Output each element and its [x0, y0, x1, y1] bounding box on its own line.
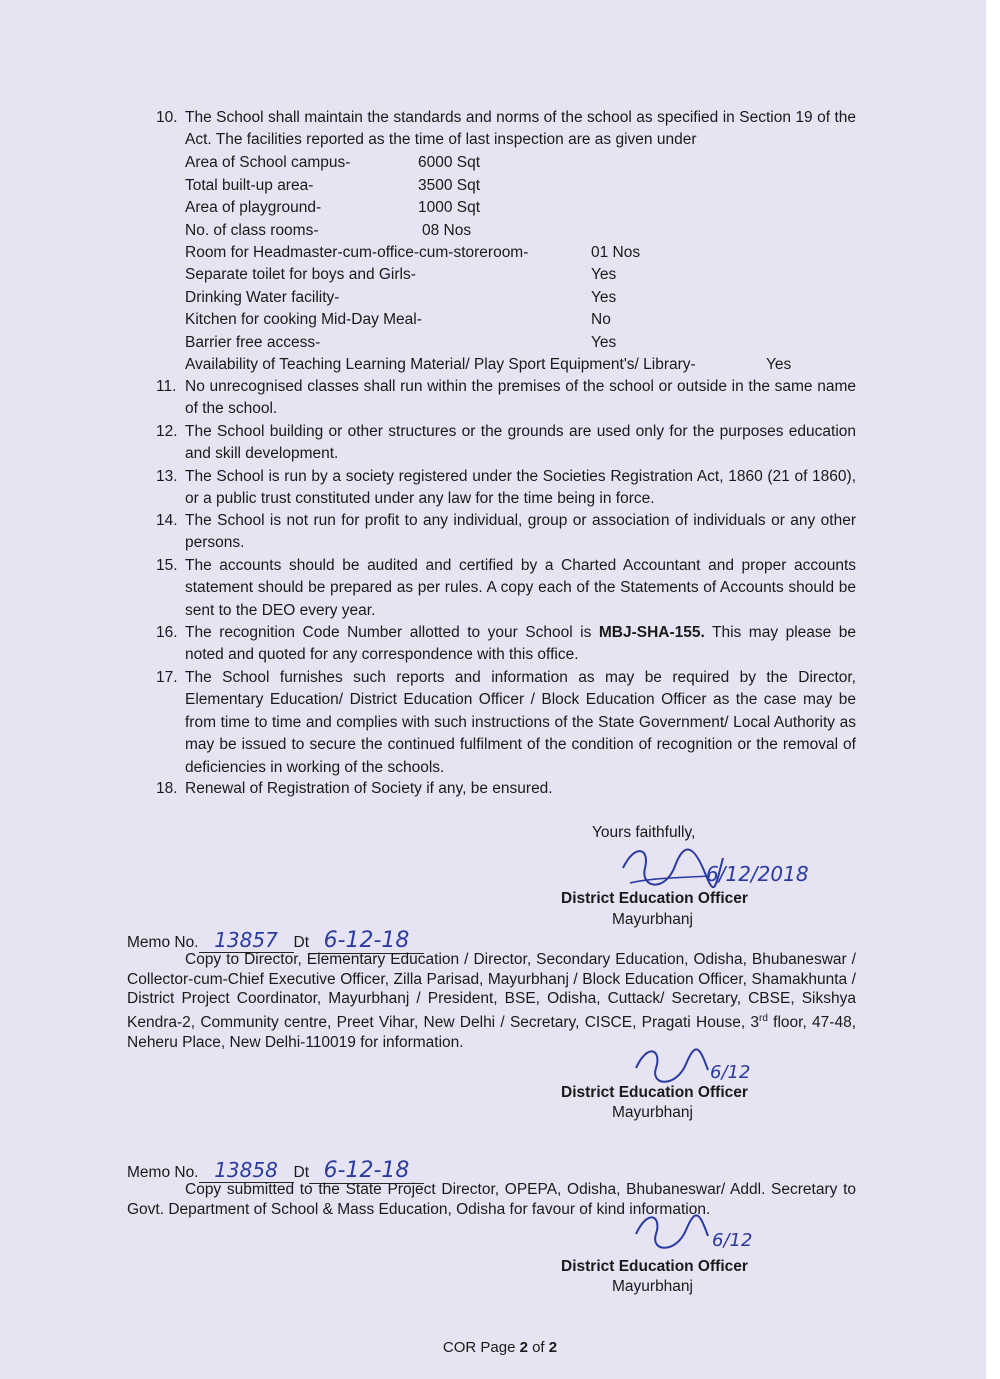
- page-footer: [0, 1339, 1000, 1356]
- condition-text: The School is run by a society registered under the Societies Registration Act, 1860 (21 of 1860), or a public trust constituted under any law for the time being in force.: [185, 468, 856, 508]
- facility-label: Kitchen for cooking Mid-Day Meal-: [185, 311, 422, 328]
- footer-middle: of: [527, 1339, 549, 1356]
- signatory-place: Mayurbhanj: [612, 1278, 693, 1295]
- condition-15: [156, 555, 856, 622]
- facility-value: 08 Nos: [422, 222, 472, 239]
- memo-2-text: Copy submitted to the State Project Director, OPEPA, Odisha, Bhubaneswar/ Addl. Secretary to Govt. Department of School & Mass Education, Odisha for favour of kind information.: [127, 1181, 856, 1218]
- facility-label: Barrier free access-: [185, 334, 321, 351]
- facility-label: Availability of Teaching Learning Material/ Play Sport Equipment's/ Library-: [185, 356, 696, 373]
- condition-14: [156, 510, 856, 555]
- memo-label: Memo No.: [127, 1164, 199, 1181]
- memo-dt-label: Dt: [293, 1164, 309, 1181]
- facility-label: Area of playground-: [185, 199, 322, 216]
- condition-number: 13.: [156, 468, 178, 485]
- facility-value: Yes: [591, 289, 617, 306]
- memo-1-text: [127, 950, 856, 1053]
- condition-number: 11.: [156, 378, 177, 395]
- facility-value: Yes: [766, 356, 792, 373]
- memo-dt-label: Dt: [293, 934, 309, 951]
- handwritten-date: 6/12: [712, 1230, 753, 1251]
- facility-label: No. of class rooms-: [185, 222, 319, 239]
- page-edge: [986, 0, 1000, 1379]
- condition-text: The School building or other structures or the grounds are used only for the purposes education and skill development.: [185, 423, 856, 463]
- condition-text-after: This may please be noted and quoted for any correspondence with this office.: [185, 624, 856, 664]
- condition-text: No unrecognised classes shall run within the premises of the school or outside in the same name of the school.: [185, 378, 856, 418]
- signature-scribble: [630, 1206, 710, 1256]
- facility-label: Room for Headmaster-cum-office-cum-storeroom-: [185, 244, 529, 261]
- signatory-place: Mayurbhanj: [612, 1104, 693, 1121]
- memo-date: 6-12-18: [309, 928, 424, 954]
- condition-number: 18.: [156, 780, 178, 797]
- signatory-title: District Education Officer: [561, 1258, 748, 1275]
- footer-prefix: COR Page: [442, 1339, 520, 1356]
- condition-13: [156, 466, 856, 511]
- handwritten-date: 6/12/2018: [706, 862, 809, 886]
- signatory-title: District Education Officer: [561, 1084, 748, 1101]
- handwritten-date: 6/12: [710, 1062, 751, 1083]
- signatory-place: Mayurbhanj: [612, 911, 693, 928]
- facility-label: Separate toilet for boys and Girls-: [185, 266, 416, 283]
- closing-text: Yours faithfully,: [592, 824, 696, 841]
- condition-17: [156, 667, 856, 779]
- condition-number: 14.: [156, 512, 178, 529]
- facility-label: Area of School campus-: [185, 154, 351, 171]
- memo-1-body-end: floor, 47-48, Neheru Place, New Delhi-110019 for information.: [127, 1014, 856, 1051]
- signature-scribble: [630, 1040, 710, 1090]
- condition-text-before: The recognition Code Number allotted to your School is: [185, 624, 599, 641]
- condition-text: The accounts should be audited and certified by a Charted Accountant and proper accounts statement should be prepared as per rules. A copy each of the Statements of Accounts should be sent to the DEO every year.: [185, 557, 856, 619]
- condition-text: The School furnishes such reports and information as may be required by the Director, Elementary Education/ District Education Officer / Block Education Officer as the case may be from time to time and complies with such instructions of the State Government/ Local Authority as may be issued to secure the continued fulfilment of the condition of recognition or the removal of deficiencies in working of the schools.: [185, 669, 856, 776]
- facility-label: Total built-up area-: [185, 177, 314, 194]
- footer-page: 2: [519, 1339, 528, 1356]
- facility-value: 01 Nos: [591, 244, 641, 261]
- facility-label: Drinking Water facility-: [185, 289, 340, 306]
- condition-text: The School is not run for profit to any individual, group or association of individuals or any other persons.: [185, 512, 856, 552]
- facility-value: Yes: [591, 334, 617, 351]
- facility-value: No: [591, 311, 611, 328]
- condition-number: 15.: [156, 557, 178, 574]
- facility-value: Yes: [591, 266, 617, 283]
- condition-18: [156, 778, 856, 800]
- condition-12: [156, 421, 856, 466]
- condition-text: The School shall maintain the standards and norms of the school as specified in Section 19 of the Act. The facilities reported as the time of last inspection are as given under: [185, 109, 856, 149]
- memo-1-body: Copy to Director, Elementary Education / Director, Secondary Education, Odisha, Bhubaneswar / Collector-cum-Chief Executive Officer, Zilla Parisad, Mayurbhanj / Block Education Officer, Shamakhunta / District Project Coordinator, Mayurbhanj / President, BSE, Odisha, Cuttack/ Secretary, CBSE, Sikshya Kendra-2, Community centre, Preet Vihar, New Delhi / Secretary, CISCE, Pragati House, 3: [127, 951, 856, 1032]
- condition-number: 17.: [156, 669, 178, 686]
- condition-number: 16.: [156, 624, 178, 641]
- memo-number: 13858: [199, 1158, 294, 1183]
- memo-date: 6-12-18: [309, 1158, 424, 1184]
- memo-1-superscript: rd: [759, 1013, 768, 1025]
- condition-number: 10.: [156, 109, 178, 126]
- facility-value: 6000 Sqt: [418, 154, 481, 171]
- facility-value: 3500 Sqt: [418, 177, 481, 194]
- condition-11: [156, 376, 856, 421]
- signatory-title: District Education Officer: [561, 890, 748, 907]
- memo-label: Memo No.: [127, 934, 199, 951]
- condition-16: [156, 622, 856, 667]
- memo-number: 13857: [199, 928, 294, 953]
- condition-text: Renewal of Registration of Society if any, be ensured.: [185, 780, 553, 797]
- recognition-code: MBJ-SHA-155.: [598, 624, 705, 641]
- condition-number: 12.: [156, 423, 178, 440]
- condition-10: [156, 107, 856, 152]
- condition-text: [185, 622, 856, 667]
- footer-total: 2: [548, 1339, 558, 1356]
- facility-value: 1000 Sqt: [418, 199, 481, 216]
